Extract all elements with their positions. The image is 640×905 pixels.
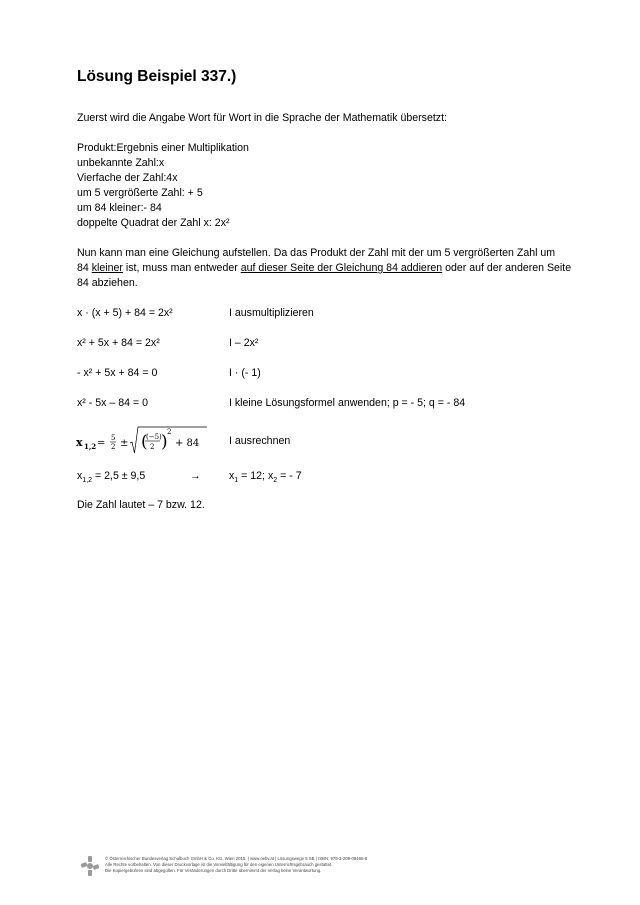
translation-item: um 5 vergrößerte Zahl: + 5	[77, 187, 203, 199]
translation-item: unbekannte Zahl:x	[77, 157, 165, 169]
formula-equals: =	[97, 438, 106, 449]
footer-line: © Österreichischer Bundesverlag Schulbuch GmbH & Co. KG, Wien 2015. | www.oebv.at | Lösungswege 5 SB | ISBN: 978-3-209-08466-8	[105, 856, 368, 861]
x1-label: x	[229, 470, 235, 482]
exponent: 2	[167, 428, 172, 436]
translation-item: Vierfache der Zahl:4x	[77, 172, 178, 184]
solutions	[229, 470, 302, 484]
intro-text: Zuerst wird die Angabe Wort für Wort in die Sprache der Mathematik übersetzt:	[77, 112, 447, 124]
formula-numerator: 5	[111, 434, 116, 442]
step-note: I kleine Lösungsformel anwenden; p = - 5; q = - 84	[229, 397, 466, 409]
step-note: I ausmultiplizieren	[229, 307, 314, 319]
x1-subscript: 1	[234, 477, 239, 485]
page-title: Lösung Beispiel 337.)	[77, 68, 237, 85]
quadratic-formula	[75, 425, 210, 457]
equation: - x² + 5x + 84 = 0	[77, 367, 158, 379]
formula-x: x	[76, 436, 83, 449]
result-equation	[77, 470, 145, 484]
x1-value: = 12;	[238, 470, 268, 482]
result-x: x	[77, 470, 83, 482]
inner-denominator: 2	[150, 443, 155, 451]
footer-line: Alle Rechte vorbehalten. Von dieser Druckvorlage ist die Vervielfältigung für den eigenen Unterrichtsgebrauch gestattet.	[105, 862, 333, 868]
equation: x · (x + 5) + 84 = 2x²	[77, 307, 173, 319]
translation-item: doppelte Quadrat der Zahl x: 2x²	[77, 217, 230, 229]
translation-item: um 84 kleiner:- 84	[77, 202, 162, 214]
result-subscript: 1,2	[82, 477, 93, 485]
paragraph-line: Nun kann man eine Gleichung aufstellen. Da das Produkt der Zahl mit der um 5 vergrößerten Zahl um	[77, 247, 556, 259]
text-segment: 84	[77, 262, 92, 274]
footer-line: Die Kopiergebühren sind abgegolten. Für Veränderungen durch Dritte übernimmt der Verlag keine Verantwortung.	[105, 868, 322, 874]
underlined-text: kleiner	[91, 262, 123, 274]
paragraph-line: 84 abziehen.	[77, 277, 138, 289]
formula-subscript: 1,2	[84, 442, 97, 451]
step-note: I ausrechnen	[229, 435, 291, 447]
formula-denominator: 2	[111, 443, 116, 451]
step-note: I – 2x²	[229, 337, 259, 349]
conclusion: Die Zahl lautet – 7 bzw. 12.	[77, 499, 205, 511]
underlined-text: auf dieser Seite der Gleichung 84 addieren	[240, 262, 443, 274]
x2-subscript: 2	[273, 477, 278, 485]
formula-plus-84: + 84	[175, 438, 200, 449]
footer-legal	[105, 856, 367, 875]
paren-right: )	[161, 432, 168, 452]
arrow-icon: →	[190, 470, 201, 482]
translation-item: Produkt:Ergebnis einer Multiplikation	[77, 142, 249, 154]
equation: x² - 5x – 84 = 0	[77, 397, 148, 409]
paren-left: (	[141, 432, 148, 452]
formula-plus-minus: ±	[120, 438, 129, 449]
paragraph-line	[77, 261, 571, 276]
text-segment: oder auf der anderen Seite	[442, 262, 572, 274]
step-note: I · (- 1)	[229, 367, 261, 379]
inner-numerator: (−5)	[146, 433, 162, 441]
x2-label: x	[267, 470, 274, 482]
result-value: = 2,5 ± 9,5	[94, 470, 146, 482]
text-segment: ist, muss man entweder	[122, 262, 241, 274]
x2-value: = - 7	[277, 470, 302, 482]
equation: x² + 5x + 84 = 2x²	[77, 337, 160, 349]
publisher-logo-icon	[80, 855, 100, 877]
